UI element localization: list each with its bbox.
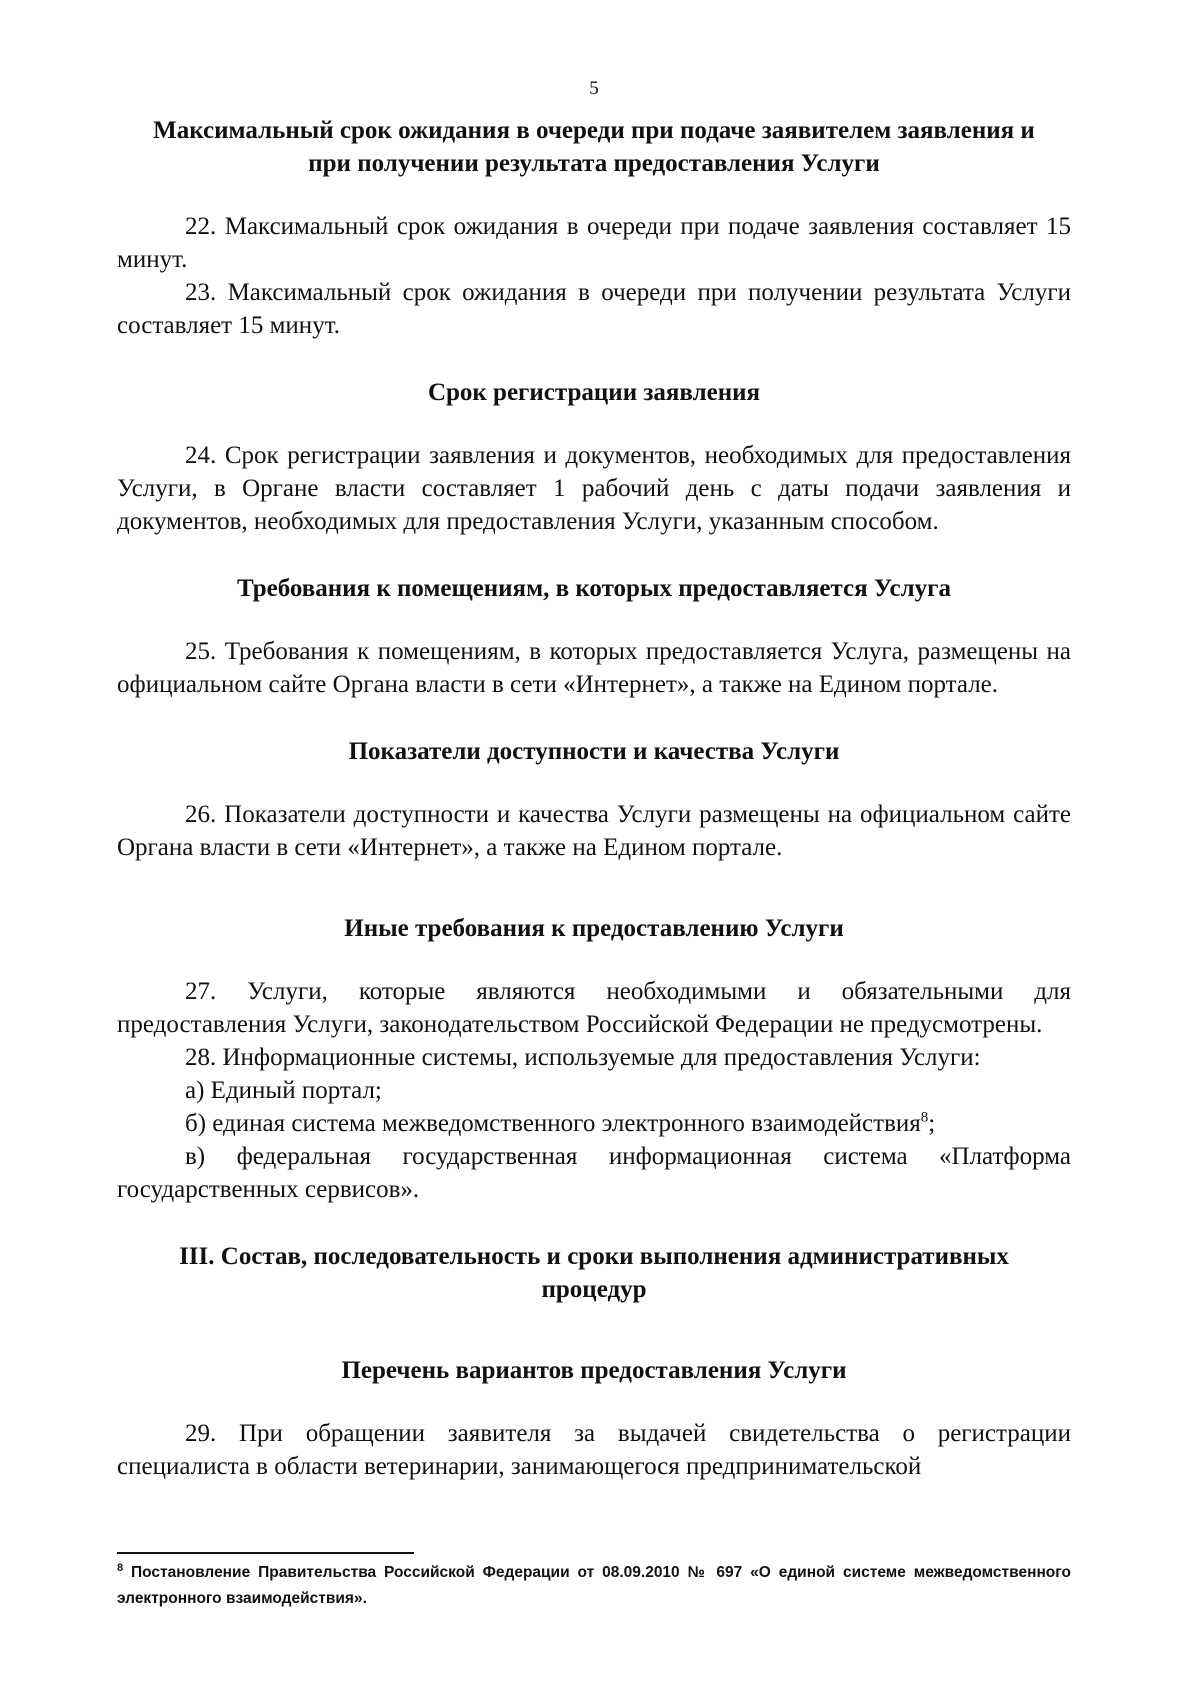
paragraph-27: 27. Услуги, которые являются необходимыми и обязательными для предоставления Услуги, законодательством Российской Федерации не предусмотрены.	[117, 978, 1071, 1038]
paragraph-28c: в) федеральная государственная информационная система «Платформа государственных сервисов».	[117, 1143, 1071, 1203]
footnote-reference: 8	[920, 1109, 929, 1126]
registration-heading: Срок регистрации заявления	[427, 379, 761, 406]
paragraph-25: 25. Требования к помещениям, в которых предоставляется Услуга, размещены на официальном сайте Органа власти в сети «Интернет», а также на Едином портале.	[117, 638, 1071, 698]
premises-heading: Требования к помещениям, в которых предоставляется Услуга	[236, 575, 952, 602]
part3-heading-line2: процедур	[541, 1276, 647, 1303]
paragraph-28: 28. Информационные системы, используемые для предоставления Услуги:	[185, 1044, 981, 1071]
part3-heading	[117, 1240, 1071, 1306]
paragraph-23: 23. Максимальный срок ожидания в очереди при получении результата Услуги составляет 15 минут.	[117, 279, 1071, 339]
part3-heading-line1: III. Состав, последовательность и сроки выполнения административных	[179, 1243, 1009, 1270]
other-requirements-heading: Иные требования к предоставлению Услуги	[344, 915, 844, 942]
footnote-divider	[117, 1552, 414, 1554]
variants-heading: Перечень вариантов предоставления Услуги	[341, 1357, 847, 1384]
paragraph-28b-text: б) единая система межведомственного электронного взаимодействия	[185, 1110, 921, 1137]
paragraph-22: 22. Максимальный срок ожидания в очереди при подаче заявления составляет 15 минут.	[117, 213, 1071, 273]
paragraph-28b	[117, 1107, 1071, 1140]
queue-heading-line2: при получении результата предоставления Услуги	[308, 150, 880, 177]
footnote	[117, 1560, 1071, 1612]
footnote-marker: 8	[117, 1561, 124, 1574]
queue-heading-line1: Максимальный срок ожидания в очереди при подаче заявителем заявления и	[153, 117, 1035, 144]
paragraph-29: 29. При обращении заявителя за выдачей свидетельства о регистрации специалиста в области ветеринарии, занимающегося предпринимательской	[117, 1420, 1071, 1480]
paragraph-26: 26. Показатели доступности и качества Услуги размещены на официальном сайте Органа власти в сети «Интернет», а также на Едином портале.	[117, 801, 1071, 861]
footnote-text: Постановление Правительства Российской Федерации от 08.09.2010 № 697 «О единой системе межведомственного электронного взаимодействия».	[117, 1564, 1071, 1607]
paragraph-28a: а) Единый портал;	[185, 1077, 382, 1104]
paragraph-28b-end: ;	[928, 1110, 936, 1137]
quality-heading: Показатели доступности и качества Услуги	[348, 738, 840, 765]
page-content	[117, 78, 1071, 1483]
queue-heading	[117, 114, 1071, 180]
paragraph-24: 24. Срок регистрации заявления и документов, необходимых для предоставления Услуги, в Органе власти составляет 1 рабочий день с даты подачи заявления и документов, необходимых для предоставления Услуги, указанным способом.	[117, 442, 1071, 535]
page-number: 5	[589, 78, 599, 99]
